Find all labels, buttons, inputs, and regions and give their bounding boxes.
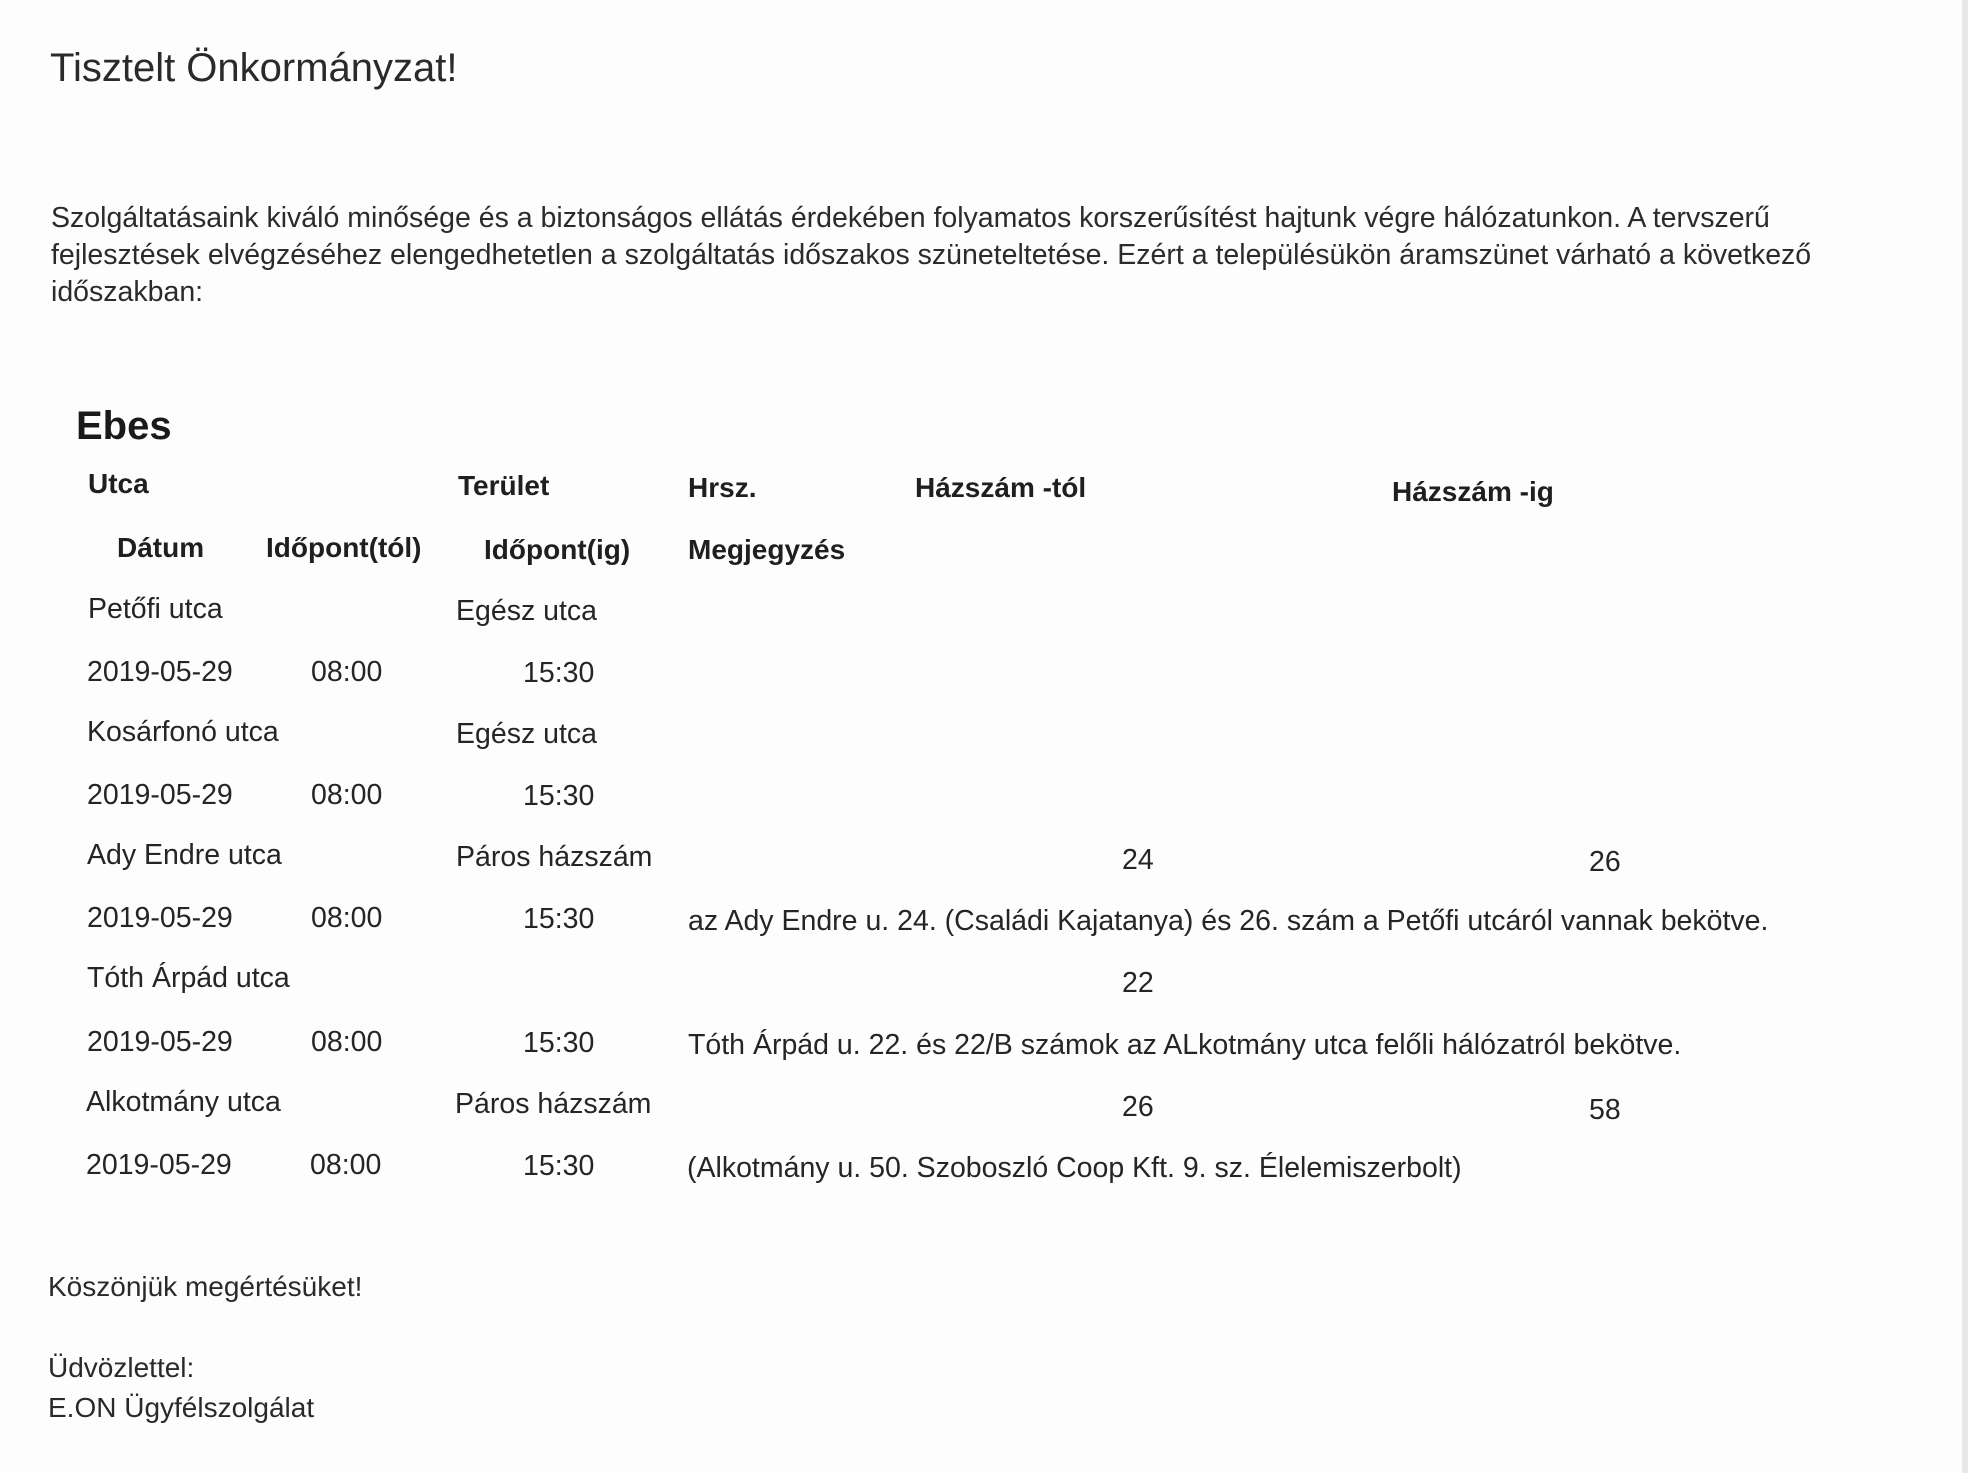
row-idopont-tol: 08:00 — [311, 656, 383, 688]
row-hazszam-ig: 26 — [1589, 846, 1621, 878]
row-datum: 2019-05-29 — [87, 656, 233, 688]
row-datum: 2019-05-29 — [87, 779, 233, 811]
row-idopont-ig: 15:30 — [523, 657, 595, 689]
header-hazszam-tol: Házszám -tól — [915, 472, 1087, 503]
row-idopont-tol: 08:00 — [311, 1026, 383, 1058]
row-megjegyzes: Tóth Árpád u. 22. és 22/B számok az ALkotmány utca felőli hálózatról bekötve. — [688, 1029, 1682, 1061]
row-terulet: Egész utca — [456, 718, 597, 750]
row-idopont-ig: 15:30 — [523, 903, 595, 935]
row-utca: Ady Endre utca — [87, 839, 282, 871]
scan-edge — [1962, 0, 1968, 1473]
row-megjegyzes: az Ady Endre u. 24. (Családi Kajatanya) és 26. szám a Petőfi utcáról vannak bekötve. — [688, 905, 1769, 937]
row-terulet: Egész utca — [456, 595, 597, 627]
row-idopont-ig: 15:30 — [523, 780, 595, 812]
header-datum: Dátum — [117, 532, 205, 563]
row-idopont-ig: 15:30 — [523, 1027, 595, 1059]
row-terulet: Páros házszám — [455, 1088, 652, 1120]
header-megjegyzes: Megjegyzés — [688, 534, 846, 565]
row-utca: Kosárfonó utca — [87, 716, 279, 748]
header-idopont-tol: Időpont(tól) — [266, 532, 422, 563]
row-hazszam-tol: 24 — [1122, 844, 1154, 876]
row-utca: Petőfi utca — [88, 593, 223, 625]
regards-text: Üdvözlettel: — [48, 1352, 195, 1383]
row-hazszam-tol: 22 — [1122, 967, 1154, 999]
row-datum: 2019-05-29 — [86, 1149, 232, 1181]
intro-paragraph: Szolgáltatásaink kiváló minősége és a biztonságos ellátás érdekében folyamatos korszerűsítést hajtunk végre hálózatunkon. A tervszerű fejlesztések elvégzéséhez elengedhetetlen a szolgáltatás időszakos szüneteltetése. Ezért a településükön áramszünet várható a következő időszakban: — [51, 202, 1812, 308]
header-idopont-ig: Időpont(ig) — [484, 534, 631, 565]
row-hazszam-ig: 58 — [1589, 1094, 1621, 1126]
row-terulet: Páros házszám — [456, 841, 653, 873]
row-idopont-tol: 08:00 — [311, 902, 383, 934]
header-terulet: Terület — [458, 470, 550, 501]
thanks-text: Köszönjük megértésüket! — [48, 1271, 363, 1302]
greeting: Tisztelt Önkormányzat! — [50, 46, 458, 90]
row-datum: 2019-05-29 — [87, 902, 233, 934]
header-hazszam-ig: Házszám -ig — [1392, 476, 1554, 507]
row-idopont-ig: 15:30 — [523, 1150, 595, 1182]
sender-name: E.ON Ügyfélszolgálat — [48, 1392, 315, 1423]
row-idopont-tol: 08:00 — [311, 779, 383, 811]
row-megjegyzes: (Alkotmány u. 50. Szoboszló Coop Kft. 9. sz. Élelemiszerbolt) — [687, 1152, 1462, 1184]
row-utca: Tóth Árpád utca — [87, 962, 290, 994]
row-datum: 2019-05-29 — [87, 1026, 233, 1058]
row-idopont-tol: 08:00 — [310, 1149, 382, 1181]
row-utca: Alkotmány utca — [86, 1086, 281, 1118]
header-utca: Utca — [88, 468, 149, 499]
header-hrsz: Hrsz. — [688, 472, 757, 503]
row-hazszam-tol: 26 — [1122, 1091, 1154, 1123]
place-title: Ebes — [76, 404, 172, 448]
